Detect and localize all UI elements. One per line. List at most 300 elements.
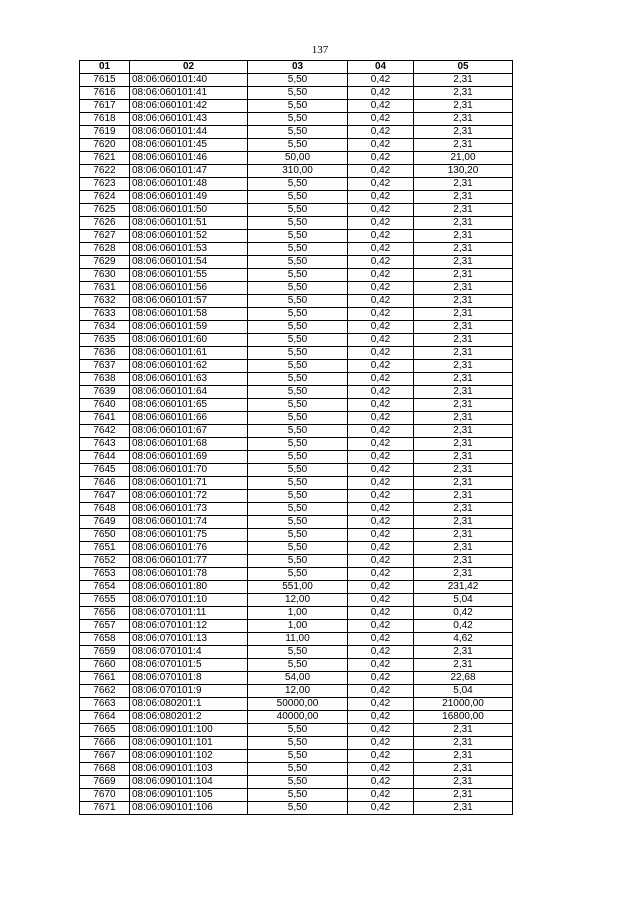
table-cell-col-1: 7629	[80, 256, 130, 269]
table-cell-col-2: 08:06:070101:9	[130, 685, 248, 698]
table-cell-col-5: 2,31	[414, 230, 513, 243]
table-row	[80, 217, 513, 230]
table-cell-col-3: 5,50	[248, 451, 348, 464]
table-cell-col-5: 2,31	[414, 347, 513, 360]
table-cell-col-4: 0,42	[348, 347, 414, 360]
table-cell-col-2: 08:06:060101:73	[130, 503, 248, 516]
table-cell-col-2: 08:06:060101:42	[130, 100, 248, 113]
table-row	[80, 464, 513, 477]
table-cell-col-5: 2,31	[414, 763, 513, 776]
table-cell-col-2: 08:06:070101:10	[130, 594, 248, 607]
table-row	[80, 659, 513, 672]
table-row	[80, 594, 513, 607]
table-cell-col-5: 2,31	[414, 126, 513, 139]
table-row	[80, 750, 513, 763]
table-cell-col-1: 7649	[80, 516, 130, 529]
table-cell-col-2: 08:06:060101:59	[130, 321, 248, 334]
table-cell-col-5: 2,31	[414, 776, 513, 789]
table-cell-col-5: 2,31	[414, 412, 513, 425]
table-cell-col-4: 0,42	[348, 789, 414, 802]
table-cell-col-2: 08:06:060101:49	[130, 191, 248, 204]
table-cell-col-5: 2,31	[414, 568, 513, 581]
table-cell-col-3: 5,50	[248, 295, 348, 308]
table-cell-col-1: 7632	[80, 295, 130, 308]
table-cell-col-4: 0,42	[348, 126, 414, 139]
table-row	[80, 100, 513, 113]
table-cell-col-5: 2,31	[414, 737, 513, 750]
table-cell-col-4: 0,42	[348, 503, 414, 516]
table-cell-col-4: 0,42	[348, 100, 414, 113]
table-cell-col-3: 5,50	[248, 256, 348, 269]
table-cell-col-1: 7616	[80, 87, 130, 100]
table-cell-col-4: 0,42	[348, 282, 414, 295]
table-cell-col-4: 0,42	[348, 776, 414, 789]
table-cell-col-4: 0,42	[348, 685, 414, 698]
table-cell-col-5: 2,31	[414, 373, 513, 386]
table-cell-col-2: 08:06:070101:8	[130, 672, 248, 685]
table-cell-col-5: 2,31	[414, 295, 513, 308]
table-cell-col-3: 5,50	[248, 542, 348, 555]
table-cell-col-2: 08:06:060101:57	[130, 295, 248, 308]
table-cell-col-5: 2,31	[414, 646, 513, 659]
table-cell-col-1: 7640	[80, 399, 130, 412]
table-row	[80, 633, 513, 646]
table-cell-col-2: 08:06:060101:68	[130, 438, 248, 451]
table-cell-col-2: 08:06:090101:100	[130, 724, 248, 737]
table-cell-col-1: 7653	[80, 568, 130, 581]
table-cell-col-3: 5,50	[248, 477, 348, 490]
table-row	[80, 646, 513, 659]
table-cell-col-1: 7634	[80, 321, 130, 334]
table-row	[80, 74, 513, 87]
table-cell-col-1: 7630	[80, 269, 130, 282]
table-row	[80, 230, 513, 243]
table-cell-col-2: 08:06:060101:44	[130, 126, 248, 139]
table-row	[80, 308, 513, 321]
table-cell-col-2: 08:06:060101:66	[130, 412, 248, 425]
table-row	[80, 802, 513, 815]
table-row	[80, 737, 513, 750]
table-cell-col-4: 0,42	[348, 646, 414, 659]
table-cell-col-4: 0,42	[348, 724, 414, 737]
table-cell-col-5: 2,31	[414, 74, 513, 87]
table-cell-col-3: 5,50	[248, 334, 348, 347]
table-cell-col-5: 21,00	[414, 152, 513, 165]
table-cell-col-4: 0,42	[348, 594, 414, 607]
table-row	[80, 256, 513, 269]
table-cell-col-4: 0,42	[348, 529, 414, 542]
table-cell-col-1: 7658	[80, 633, 130, 646]
table-cell-col-5: 2,31	[414, 724, 513, 737]
table-cell-col-1: 7668	[80, 763, 130, 776]
table-cell-col-1: 7628	[80, 243, 130, 256]
table-cell-col-4: 0,42	[348, 360, 414, 373]
table-row	[80, 581, 513, 594]
table-cell-col-1: 7645	[80, 464, 130, 477]
table-row	[80, 139, 513, 152]
table-cell-col-4: 0,42	[348, 412, 414, 425]
table-cell-col-4: 0,42	[348, 334, 414, 347]
table-cell-col-5: 2,31	[414, 451, 513, 464]
table-cell-col-3: 5,50	[248, 776, 348, 789]
table-cell-col-5: 2,31	[414, 516, 513, 529]
table-cell-col-5: 2,31	[414, 386, 513, 399]
table-cell-col-5: 2,31	[414, 282, 513, 295]
table-cell-col-5: 2,31	[414, 139, 513, 152]
table-cell-col-4: 0,42	[348, 633, 414, 646]
table-cell-col-5: 2,31	[414, 477, 513, 490]
table-cell-col-2: 08:06:060101:77	[130, 555, 248, 568]
table-cell-col-2: 08:06:080201:1	[130, 698, 248, 711]
table-cell-col-5: 2,31	[414, 542, 513, 555]
table-cell-col-5: 2,31	[414, 399, 513, 412]
table-cell-col-3: 54,00	[248, 672, 348, 685]
table-cell-col-1: 7659	[80, 646, 130, 659]
table-cell-col-3: 5,50	[248, 646, 348, 659]
table-cell-col-5: 2,31	[414, 490, 513, 503]
table-cell-col-1: 7636	[80, 347, 130, 360]
table-cell-col-5: 2,31	[414, 256, 513, 269]
table-cell-col-1: 7644	[80, 451, 130, 464]
table-cell-col-3: 310,00	[248, 165, 348, 178]
table-cell-col-3: 5,50	[248, 802, 348, 815]
table-cell-col-2: 08:06:070101:13	[130, 633, 248, 646]
table-cell-col-5: 5,04	[414, 685, 513, 698]
table-cell-col-3: 551,00	[248, 581, 348, 594]
table-row	[80, 776, 513, 789]
table-cell-col-2: 08:06:090101:104	[130, 776, 248, 789]
table-cell-col-1: 7618	[80, 113, 130, 126]
table-cell-col-3: 5,50	[248, 503, 348, 516]
table-cell-col-1: 7646	[80, 477, 130, 490]
table-cell-col-4: 0,42	[348, 581, 414, 594]
table-cell-col-2: 08:06:060101:70	[130, 464, 248, 477]
table-cell-col-2: 08:06:060101:40	[130, 74, 248, 87]
table-cell-col-4: 0,42	[348, 230, 414, 243]
table-cell-col-4: 0,42	[348, 87, 414, 100]
table-cell-col-2: 08:06:080201:2	[130, 711, 248, 724]
table-cell-col-1: 7663	[80, 698, 130, 711]
table-cell-col-4: 0,42	[348, 178, 414, 191]
table-cell-col-3: 5,50	[248, 412, 348, 425]
table-row	[80, 503, 513, 516]
table-cell-col-1: 7662	[80, 685, 130, 698]
table-cell-col-1: 7655	[80, 594, 130, 607]
table-row	[80, 87, 513, 100]
table-cell-col-5: 2,31	[414, 113, 513, 126]
table-cell-col-1: 7643	[80, 438, 130, 451]
table-cell-col-3: 5,50	[248, 217, 348, 230]
table-cell-col-4: 0,42	[348, 516, 414, 529]
table-cell-col-4: 0,42	[348, 425, 414, 438]
table-cell-col-2: 08:06:060101:65	[130, 399, 248, 412]
table-cell-col-1: 7664	[80, 711, 130, 724]
table-row	[80, 360, 513, 373]
table-cell-col-4: 0,42	[348, 74, 414, 87]
table-cell-col-2: 08:06:060101:60	[130, 334, 248, 347]
table-cell-col-1: 7615	[80, 74, 130, 87]
table-cell-col-3: 5,50	[248, 373, 348, 386]
table-cell-col-4: 0,42	[348, 308, 414, 321]
table-cell-col-4: 0,42	[348, 217, 414, 230]
table-cell-col-3: 5,50	[248, 347, 348, 360]
table-row	[80, 165, 513, 178]
table-cell-col-5: 16800,00	[414, 711, 513, 724]
table-row	[80, 529, 513, 542]
table-row	[80, 711, 513, 724]
table-cell-col-5: 2,31	[414, 529, 513, 542]
table-cell-col-3: 5,50	[248, 568, 348, 581]
table-cell-col-5: 2,31	[414, 87, 513, 100]
table-cell-col-2: 08:06:060101:52	[130, 230, 248, 243]
table-cell-col-4: 0,42	[348, 711, 414, 724]
table-cell-col-2: 08:06:060101:48	[130, 178, 248, 191]
table-cell-col-3: 12,00	[248, 594, 348, 607]
table-cell-col-2: 08:06:060101:72	[130, 490, 248, 503]
table-body	[80, 74, 513, 815]
table-cell-col-4: 0,42	[348, 295, 414, 308]
table-row	[80, 386, 513, 399]
table-cell-col-2: 08:06:060101:78	[130, 568, 248, 581]
table-cell-col-2: 08:06:060101:64	[130, 386, 248, 399]
data-table	[79, 60, 513, 815]
table-cell-col-2: 08:06:060101:53	[130, 243, 248, 256]
table-cell-col-3: 11,00	[248, 633, 348, 646]
table-cell-col-4: 0,42	[348, 620, 414, 633]
table-row	[80, 438, 513, 451]
table-cell-col-3: 5,50	[248, 516, 348, 529]
table-row	[80, 477, 513, 490]
table-cell-col-1: 7635	[80, 334, 130, 347]
table-cell-col-5: 2,31	[414, 191, 513, 204]
table-cell-col-4: 0,42	[348, 321, 414, 334]
column-header-05: 05	[414, 61, 513, 74]
table-cell-col-3: 5,50	[248, 529, 348, 542]
table-cell-col-1: 7670	[80, 789, 130, 802]
table-cell-col-4: 0,42	[348, 165, 414, 178]
table-cell-col-1: 7665	[80, 724, 130, 737]
table-cell-col-2: 08:06:090101:105	[130, 789, 248, 802]
table-cell-col-4: 0,42	[348, 802, 414, 815]
table-row	[80, 568, 513, 581]
table-cell-col-2: 08:06:060101:67	[130, 425, 248, 438]
table-cell-col-5: 2,31	[414, 425, 513, 438]
table-cell-col-3: 5,50	[248, 113, 348, 126]
table-cell-col-1: 7627	[80, 230, 130, 243]
table-row	[80, 178, 513, 191]
table-row	[80, 698, 513, 711]
table-cell-col-1: 7654	[80, 581, 130, 594]
table-cell-col-3: 5,50	[248, 87, 348, 100]
table-cell-col-3: 40000,00	[248, 711, 348, 724]
table-cell-col-1: 7620	[80, 139, 130, 152]
table-cell-col-4: 0,42	[348, 256, 414, 269]
table-row	[80, 620, 513, 633]
table-cell-col-3: 5,50	[248, 789, 348, 802]
table-row	[80, 399, 513, 412]
table-cell-col-2: 08:06:060101:54	[130, 256, 248, 269]
table-cell-col-2: 08:06:060101:75	[130, 529, 248, 542]
table-cell-col-3: 5,50	[248, 126, 348, 139]
table-cell-col-3: 5,50	[248, 243, 348, 256]
table-cell-col-2: 08:06:060101:47	[130, 165, 248, 178]
table-cell-col-4: 0,42	[348, 386, 414, 399]
table-cell-col-5: 2,31	[414, 464, 513, 477]
table-cell-col-5: 2,31	[414, 321, 513, 334]
table-cell-col-2: 08:06:090101:103	[130, 763, 248, 776]
table-row	[80, 685, 513, 698]
table-cell-col-1: 7660	[80, 659, 130, 672]
table-cell-col-5: 2,31	[414, 100, 513, 113]
table-cell-col-1: 7666	[80, 737, 130, 750]
table-cell-col-5: 2,31	[414, 178, 513, 191]
table-cell-col-1: 7641	[80, 412, 130, 425]
table-row	[80, 516, 513, 529]
table-cell-col-3: 5,50	[248, 386, 348, 399]
table-cell-col-4: 0,42	[348, 373, 414, 386]
table-cell-col-3: 12,00	[248, 685, 348, 698]
table-cell-col-5: 0,42	[414, 607, 513, 620]
table-cell-col-5: 2,31	[414, 217, 513, 230]
table-row	[80, 191, 513, 204]
table-cell-col-3: 1,00	[248, 620, 348, 633]
table-cell-col-3: 5,50	[248, 74, 348, 87]
table-cell-col-5: 2,31	[414, 334, 513, 347]
table-cell-col-4: 0,42	[348, 477, 414, 490]
table-cell-col-2: 08:06:070101:5	[130, 659, 248, 672]
table-cell-col-2: 08:06:060101:61	[130, 347, 248, 360]
table-cell-col-4: 0,42	[348, 139, 414, 152]
table-cell-col-2: 08:06:070101:12	[130, 620, 248, 633]
table-cell-col-1: 7650	[80, 529, 130, 542]
table-row	[80, 451, 513, 464]
table-cell-col-2: 08:06:070101:4	[130, 646, 248, 659]
table-cell-col-3: 5,50	[248, 659, 348, 672]
table-cell-col-1: 7637	[80, 360, 130, 373]
table-cell-col-4: 0,42	[348, 555, 414, 568]
table-row	[80, 607, 513, 620]
table-cell-col-4: 0,42	[348, 750, 414, 763]
table-cell-col-4: 0,42	[348, 737, 414, 750]
table-cell-col-2: 08:06:060101:63	[130, 373, 248, 386]
table-cell-col-2: 08:06:060101:50	[130, 204, 248, 217]
table-cell-col-1: 7633	[80, 308, 130, 321]
table-row	[80, 321, 513, 334]
table-row	[80, 724, 513, 737]
table-row	[80, 295, 513, 308]
table-cell-col-5: 2,31	[414, 308, 513, 321]
table-row	[80, 373, 513, 386]
table-cell-col-1: 7622	[80, 165, 130, 178]
table-cell-col-5: 2,31	[414, 360, 513, 373]
table-cell-col-1: 7623	[80, 178, 130, 191]
table-cell-col-2: 08:06:060101:62	[130, 360, 248, 373]
table-cell-col-5: 2,31	[414, 204, 513, 217]
table-cell-col-5: 2,31	[414, 555, 513, 568]
table-cell-col-1: 7624	[80, 191, 130, 204]
table-cell-col-1: 7621	[80, 152, 130, 165]
table-cell-col-2: 08:06:060101:41	[130, 87, 248, 100]
table-cell-col-3: 5,50	[248, 464, 348, 477]
table-cell-col-2: 08:06:060101:80	[130, 581, 248, 594]
column-header-04: 04	[348, 61, 414, 74]
table-cell-col-2: 08:06:060101:58	[130, 308, 248, 321]
table-cell-col-5: 5,04	[414, 594, 513, 607]
table-cell-col-3: 5,50	[248, 360, 348, 373]
table-row	[80, 347, 513, 360]
table-cell-col-3: 5,50	[248, 399, 348, 412]
table-row	[80, 672, 513, 685]
table-cell-col-4: 0,42	[348, 542, 414, 555]
table-cell-col-1: 7625	[80, 204, 130, 217]
page-number: 137	[311, 44, 329, 56]
table-row	[80, 334, 513, 347]
table-cell-col-3: 5,50	[248, 204, 348, 217]
table-cell-col-1: 7652	[80, 555, 130, 568]
table-cell-col-1: 7617	[80, 100, 130, 113]
table-cell-col-1: 7657	[80, 620, 130, 633]
table-cell-col-3: 5,50	[248, 191, 348, 204]
table-cell-col-4: 0,42	[348, 113, 414, 126]
table-cell-col-5: 2,31	[414, 503, 513, 516]
table-cell-col-5: 4,62	[414, 633, 513, 646]
table-cell-col-2: 08:06:070101:11	[130, 607, 248, 620]
table-cell-col-4: 0,42	[348, 490, 414, 503]
table-cell-col-4: 0,42	[348, 438, 414, 451]
table-cell-col-2: 08:06:090101:106	[130, 802, 248, 815]
table-row	[80, 425, 513, 438]
table-cell-col-3: 5,50	[248, 724, 348, 737]
table-header	[80, 61, 513, 74]
table-row	[80, 204, 513, 217]
table-cell-col-3: 5,50	[248, 139, 348, 152]
table-cell-col-3: 5,50	[248, 425, 348, 438]
table-cell-col-4: 0,42	[348, 659, 414, 672]
table-cell-col-4: 0,42	[348, 269, 414, 282]
table-cell-col-3: 5,50	[248, 737, 348, 750]
table-row	[80, 243, 513, 256]
table-cell-col-5: 231,42	[414, 581, 513, 594]
table-cell-col-3: 5,50	[248, 282, 348, 295]
table-cell-col-5: 2,31	[414, 659, 513, 672]
table-cell-col-2: 08:06:090101:102	[130, 750, 248, 763]
table-cell-col-3: 5,50	[248, 230, 348, 243]
table-cell-col-1: 7638	[80, 373, 130, 386]
table-cell-col-4: 0,42	[348, 698, 414, 711]
table-cell-col-3: 5,50	[248, 490, 348, 503]
table-cell-col-5: 130,20	[414, 165, 513, 178]
table-cell-col-1: 7667	[80, 750, 130, 763]
table-cell-col-2: 08:06:060101:69	[130, 451, 248, 464]
column-header-03: 03	[248, 61, 348, 74]
table-row	[80, 555, 513, 568]
table-header-row	[80, 61, 513, 74]
column-header-02: 02	[130, 61, 248, 74]
table-cell-col-2: 08:06:060101:51	[130, 217, 248, 230]
table-cell-col-1: 7626	[80, 217, 130, 230]
table-cell-col-5: 2,31	[414, 750, 513, 763]
table-cell-col-5: 2,31	[414, 802, 513, 815]
table-cell-col-5: 2,31	[414, 269, 513, 282]
table-cell-col-1: 7639	[80, 386, 130, 399]
table-cell-col-2: 08:06:060101:56	[130, 282, 248, 295]
table-cell-col-1: 7651	[80, 542, 130, 555]
table-row	[80, 789, 513, 802]
table-row	[80, 269, 513, 282]
table-cell-col-4: 0,42	[348, 607, 414, 620]
table-row	[80, 542, 513, 555]
table-cell-col-1: 7631	[80, 282, 130, 295]
